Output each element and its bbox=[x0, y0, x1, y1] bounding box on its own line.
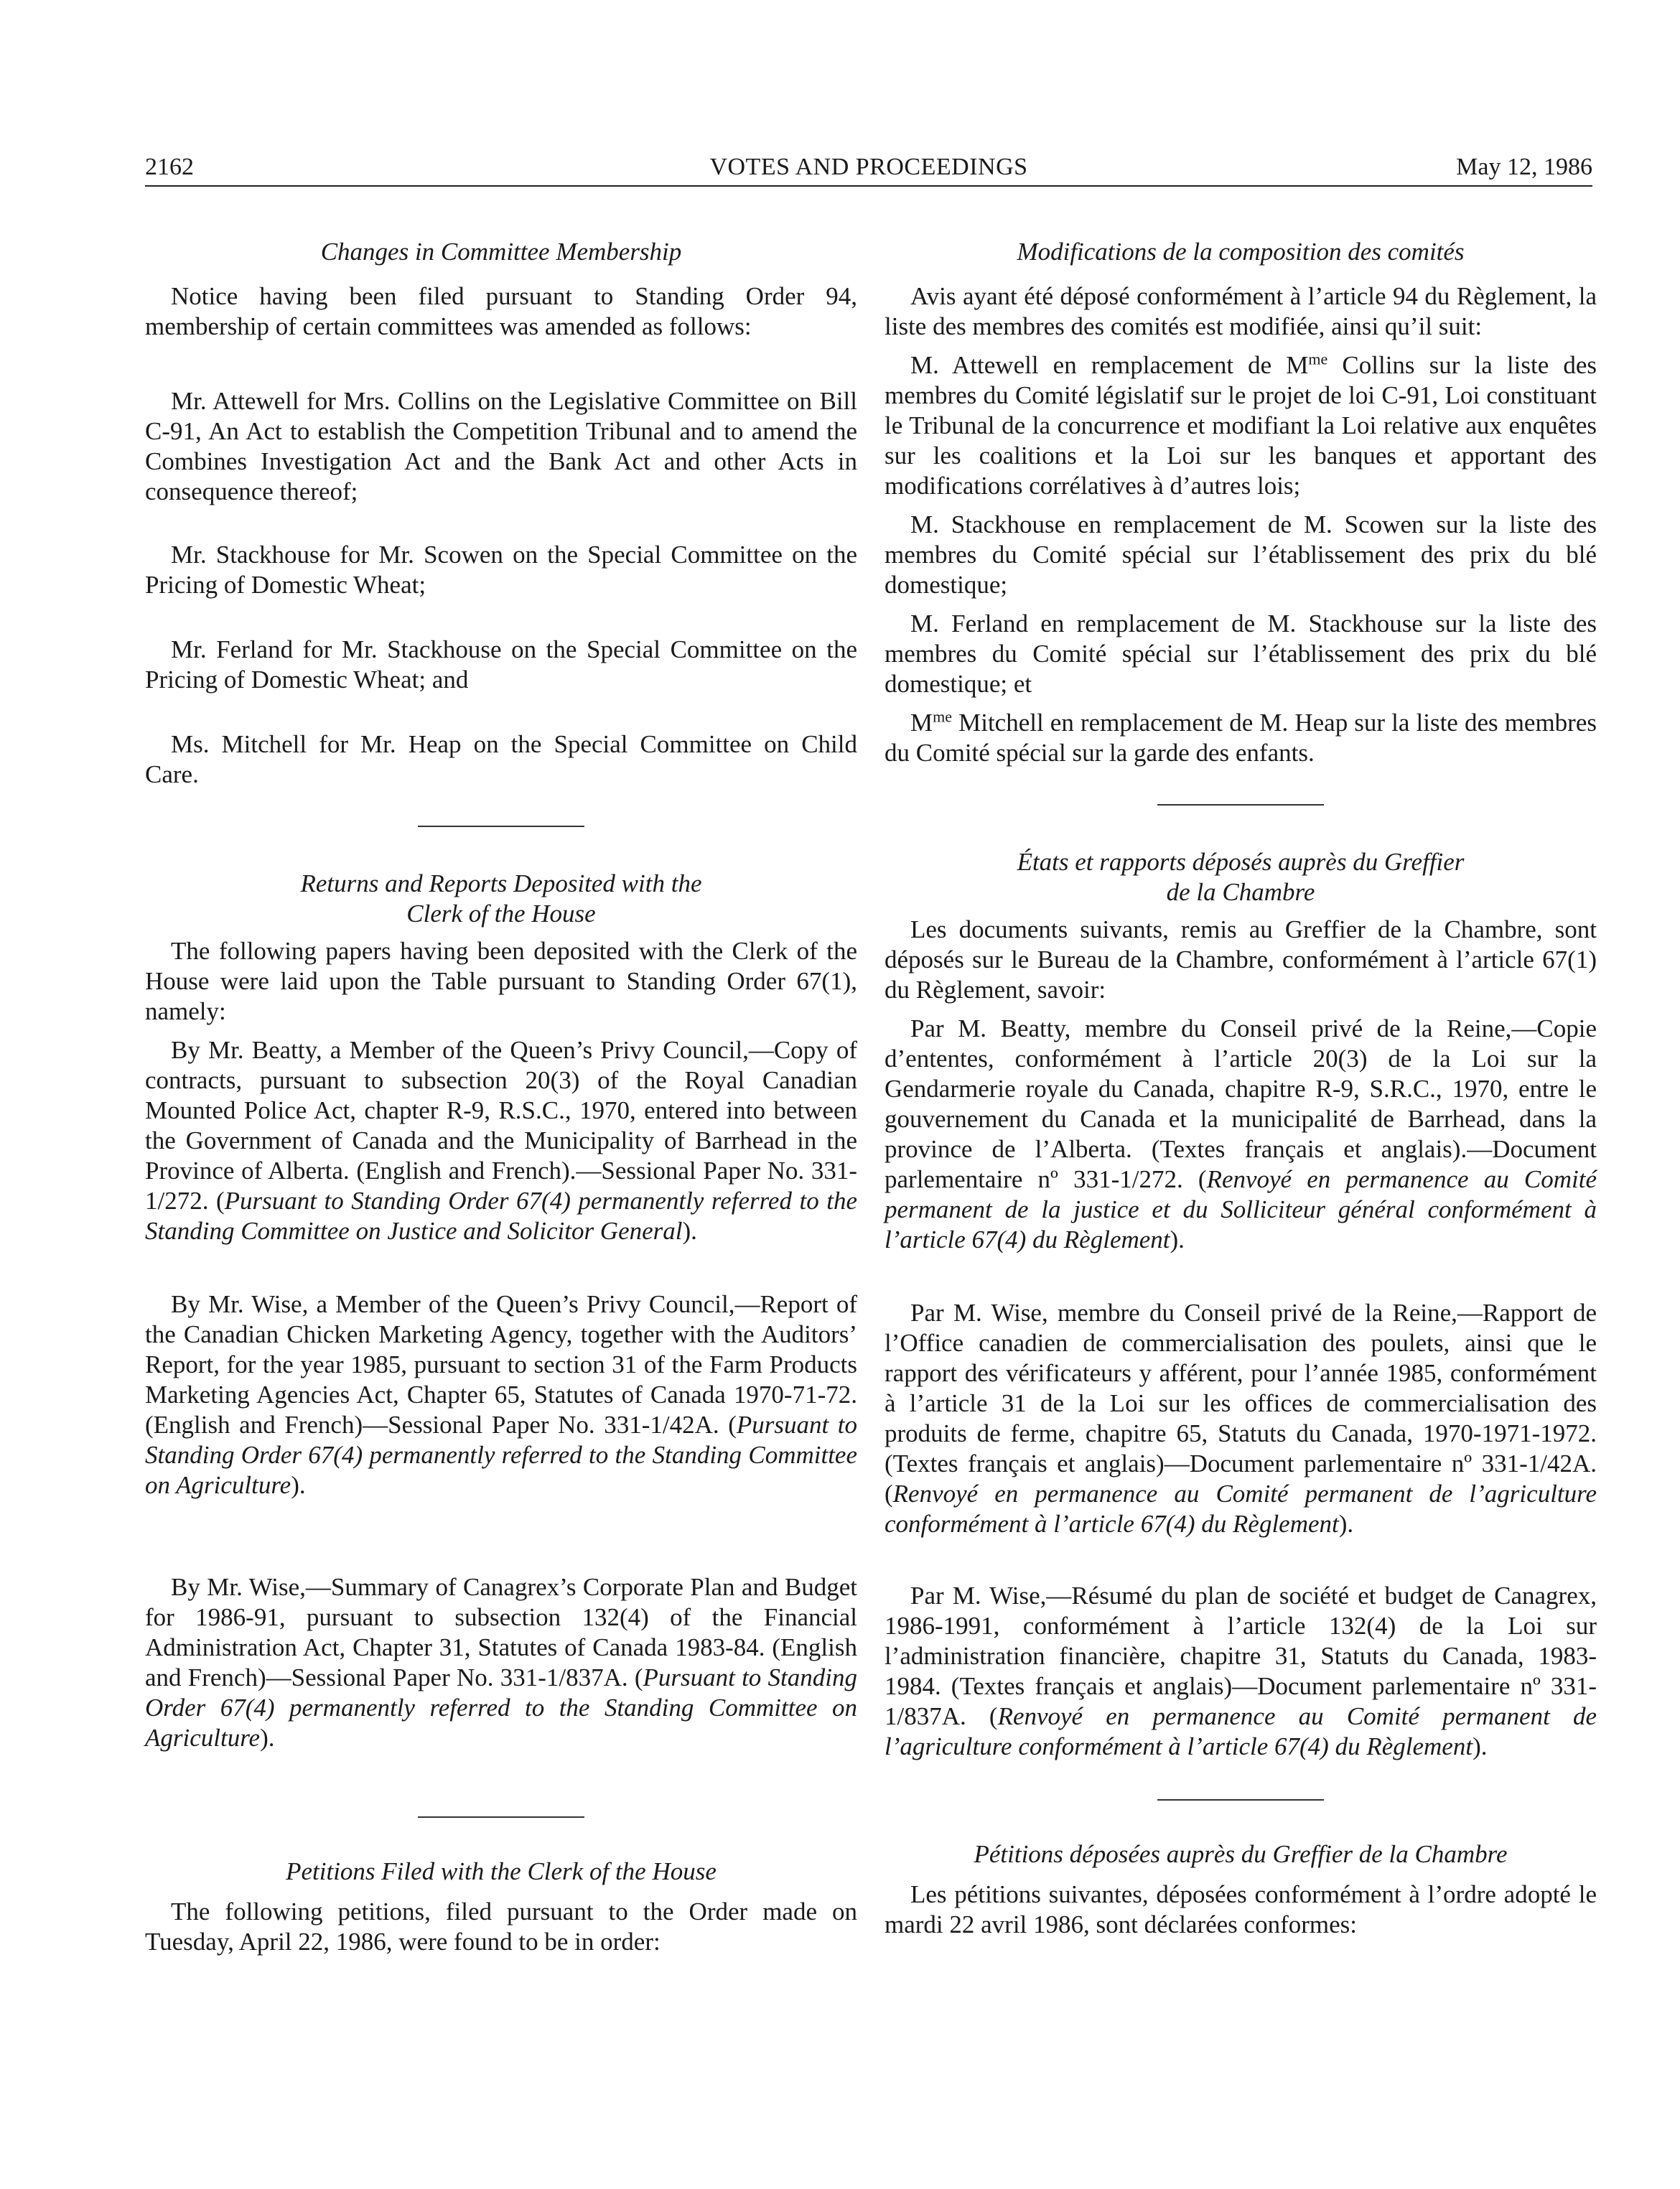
membership-change-item-fr bbox=[885, 350, 1597, 501]
paper-referral: Renvoyé en permanence au Comité permanent de l’agriculture conformément à l’article 67(4) du Règlement bbox=[885, 1480, 1597, 1538]
paper-end: ). bbox=[260, 1724, 275, 1752]
item-text: Collins sur la liste des membres du Comité législatif sur le projet de loi C-91, Loi constituant le Tribunal de la concurrence et modifiant la Loi relative aux enquêtes sur les coalitions et la Loi sur les banques et apportant des modifications corrélatives à d’autres lois; bbox=[885, 351, 1597, 500]
running-header bbox=[145, 151, 1592, 184]
paper-text: Par M. Wise, membre du Conseil privé de la Reine,—Rapport de l’Office canadien de commercialisation des poulets, ainsi que le rapport des vérificateurs y afférent, pour l’année 1985, conformément à l’article 31 de la Loi sur les offices de commercialisation des produits de ferme, chapitre 65, Statuts du Canada, 1970-1971-1972. (Textes français et anglais)—Document parlementaire nº 331-1/42A. ( bbox=[885, 1299, 1597, 1508]
membership-change-item: Mr. Attewell for Mrs. Collins on the Legislative Committee on Bill C-91, An Act to establish the Competition Tribunal and to amend the Combines Investigation Act and the Bank Act and other Acts in consequence thereof; bbox=[145, 387, 857, 505]
english-column bbox=[145, 237, 857, 1957]
paper-text: Par M. Beatty, membre du Conseil privé de la Reine,—Copie d’ententes, conformément à l’article 20(3) de la Loi sur la Gendarmerie royale du Canada, chapitre R-9, S.R.C., 1970, entre le gouvernement du Canada et la municipalité de Barrhead, dans la province de l’Alberta. (Textes français et anglais).—Document parlementaire nº 331-1/272. ( bbox=[885, 1014, 1597, 1193]
sessional-paper-item-fr bbox=[885, 1298, 1597, 1539]
committee-changes-intro-fr: Avis ayant été déposé conformément à l’article 94 du Règlement, la liste des membres des comités est modifiée, ainsi qu’il suit: bbox=[885, 282, 1597, 340]
heading-line: États et rapports déposés auprès du Greffier bbox=[1017, 848, 1465, 876]
item-text: Mitchell en remplacement de M. Heap sur la liste des membres du Comité spécial sur la garde des enfants. bbox=[885, 709, 1597, 767]
membership-change-item-fr: M. Stackhouse en remplacement de M. Scowen sur la liste des membres du Comité spécial sur l’établissement des prix du blé domestique; bbox=[885, 510, 1597, 599]
header-rule bbox=[145, 185, 1592, 187]
item-text: M. Attewell en remplacement de M bbox=[910, 351, 1309, 379]
section-heading-returns-reports-fr bbox=[885, 847, 1597, 907]
returns-intro-fr: Les documents suivants, remis au Greffier de la Chambre, sont déposés sur le Bureau de la Chambre, conformément à l’article 67(1) du Règlement, savoir: bbox=[885, 915, 1597, 1004]
item-text: M bbox=[910, 709, 933, 737]
header-date: May 12, 1986 bbox=[1456, 154, 1592, 180]
heading-line: Returns and Reports Deposited with the bbox=[300, 869, 702, 897]
sessional-paper-item bbox=[145, 1289, 857, 1500]
paper-text: By Mr. Wise, a Member of the Queen’s Privy Council,—Report of the Canadian Chicken Marketing Agency, together with the Auditors’ Report, for the year 1985, pursuant to section 31 of the Farm Products Marketing Agencies Act, Chapter 65, Statutes of Canada 1970-71-72. (English and French)—Sessional Paper No. 331-1/42A. ( bbox=[145, 1290, 857, 1439]
membership-change-item: Ms. Mitchell for Mr. Heap on the Special Committee on Child Care. bbox=[145, 730, 857, 788]
paper-end: ). bbox=[1170, 1226, 1185, 1254]
paper-referral: Renvoyé en permanence au Comité permanent de la justice et du Solliciteur général conformément à l’article 67(4) du Règlement bbox=[885, 1165, 1597, 1254]
page-number: 2162 bbox=[145, 154, 194, 180]
committee-changes-intro: Notice having been filed pursuant to Standing Order 94, membership of certain committees was amended as follows: bbox=[145, 282, 857, 340]
section-heading-returns-reports bbox=[145, 869, 857, 929]
membership-change-item: Mr. Stackhouse for Mr. Scowen on the Special Committee on the Pricing of Domestic Wheat; bbox=[145, 541, 857, 599]
membership-change-item-fr bbox=[885, 708, 1597, 768]
section-heading-petitions-fr: Pétitions déposées auprès du Greffier de la Chambre bbox=[974, 1840, 1508, 1868]
section-heading-petitions: Petitions Filed with the Clerk of the House bbox=[286, 1857, 717, 1885]
section-heading-committee-changes: Changes in Committee Membership bbox=[320, 238, 682, 266]
paper-referral: Pursuant to Standing Order 67(4) permanently referred to the Standing Committee on Justice and Solicitor General bbox=[145, 1187, 857, 1245]
section-heading-committee-changes-fr: Modifications de la composition des comités bbox=[1017, 238, 1465, 266]
sessional-paper-item-fr bbox=[885, 1581, 1597, 1762]
superscript: me bbox=[1308, 350, 1328, 368]
sessional-paper-item bbox=[145, 1572, 857, 1753]
returns-intro: The following papers having been deposited with the Clerk of the House were laid upon the Table pursuant to Standing Order 67(1), namely: bbox=[145, 937, 857, 1025]
paper-end: ). bbox=[291, 1471, 306, 1499]
paper-end: ). bbox=[682, 1217, 697, 1245]
sessional-paper-item-fr bbox=[885, 1014, 1597, 1255]
journal-title: VOTES AND PROCEEDINGS bbox=[709, 154, 1028, 180]
petitions-intro: The following petitions, filed pursuant to the Order made on Tuesday, April 22, 1986, were found to be in order: bbox=[145, 1898, 857, 1956]
heading-line: Clerk of the House bbox=[406, 900, 596, 928]
paper-referral: Pursuant to Standing Order 67(4) permanently referred to the Standing Committee on Agriculture bbox=[145, 1663, 857, 1752]
paper-text: By Mr. Beatty, a Member of the Queen’s Privy Council,—Copy of contracts, pursuant to subsection 20(3) of the Royal Canadian Mounted Police Act, chapter R-9, R.S.C., 1970, entered into between the Government of Canada and the Municipality of Barrhead in the Province of Alberta. (English and French).—Sessional Paper No. 331-1/272. ( bbox=[145, 1036, 857, 1215]
membership-change-item-fr: M. Ferland en remplacement de M. Stackhouse sur la liste des membres du Comité spécial sur l’établissement des prix du blé domestique; et bbox=[885, 610, 1597, 698]
petitions-intro-fr: Les pétitions suivantes, déposées conformément à l’ordre adopté le mardi 22 avril 1986, sont déclarées conformes: bbox=[885, 1880, 1597, 1938]
paper-end: ). bbox=[1338, 1510, 1354, 1538]
paper-text: By Mr. Wise,—Summary of Canagrex’s Corporate Plan and Budget for 1986-91, pursuant to subsection 132(4) of the Financial Administration Act, Chapter 31, Statutes of Canada 1983-84. (English and French)—Sessional Paper No. 331-1/837A. ( bbox=[145, 1573, 857, 1691]
paper-referral: Renvoyé en permanence au Comité permanent de l’agriculture conformément à l’article 67(4) du Règlement bbox=[885, 1702, 1597, 1760]
paper-end: ). bbox=[1473, 1732, 1488, 1760]
french-column bbox=[885, 237, 1597, 1940]
heading-line: de la Chambre bbox=[1166, 878, 1315, 906]
sessional-paper-item bbox=[145, 1035, 857, 1246]
superscript: me bbox=[933, 707, 953, 726]
paper-text: Par M. Wise,—Résumé du plan de société et budget de Canagrex, 1986-1991, conformément à l’article 132(4) de la Loi sur l’administration financière, chapitre 31, Statuts du Canada, 1983-1984. (Textes français et anglais)—Document parlementaire nº 331-1/837A. ( bbox=[885, 1582, 1597, 1730]
paper-referral: Pursuant to Standing Order 67(4) permanently referred to the Standing Committee on Agriculture bbox=[145, 1411, 857, 1499]
membership-change-item: Mr. Ferland for Mr. Stackhouse on the Special Committee on the Pricing of Domestic Wheat; and bbox=[145, 635, 857, 694]
